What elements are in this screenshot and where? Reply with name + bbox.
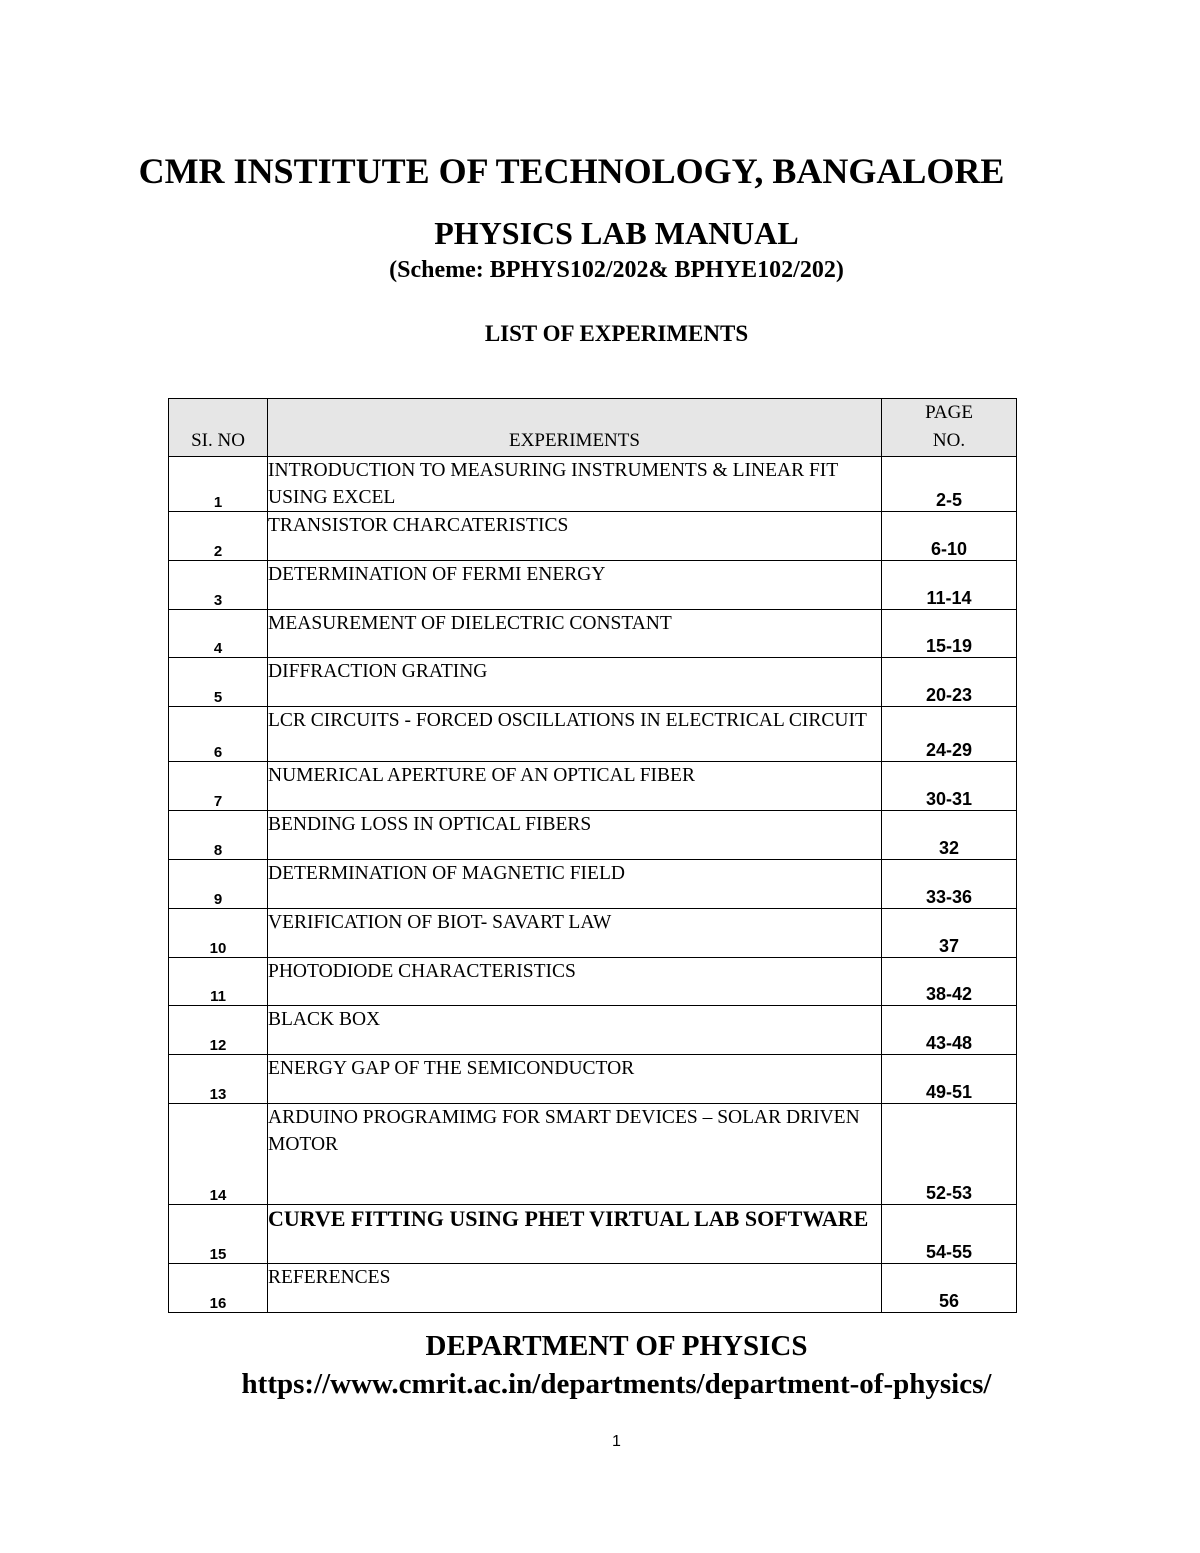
experiment-title: DETERMINATION OF MAGNETIC FIELD [268,860,882,909]
serial-number: 15 [169,1205,268,1264]
table-row [169,561,1017,610]
page-range: 38-42 [882,958,1017,1006]
page-range: 24-29 [882,707,1017,762]
experiment-title: DETERMINATION OF FERMI ENERGY [268,561,882,610]
table-header-row [169,399,1017,457]
table-row [169,457,1017,512]
serial-number: 13 [169,1055,268,1104]
page-range: 56 [882,1264,1017,1313]
page-range: 11-14 [882,561,1017,610]
page-range: 52-53 [882,1104,1017,1205]
column-header-page-no [882,399,1017,457]
experiment-title: PHOTODIODE CHARACTERISTICS [268,958,882,1006]
list-title: LIST OF EXPERIMENTS [484,321,749,346]
experiment-title: VERIFICATION OF BIOT- SAVART LAW [268,909,882,958]
experiment-title: MEASUREMENT OF DIELECTRIC CONSTANT [268,610,882,658]
experiment-title: CURVE FITTING USING PHET VIRTUAL LAB SOFTWARE [268,1205,882,1264]
experiment-title: BENDING LOSS IN OPTICAL FIBERS [268,811,882,860]
serial-number: 9 [169,860,268,909]
serial-number: 10 [169,909,268,958]
serial-number: 2 [169,512,268,561]
column-header-page: PAGE [925,402,973,423]
table-row [169,658,1017,707]
experiment-title: TRANSISTOR CHARCATERISTICS [268,512,882,561]
table-row [169,512,1017,561]
experiment-title: NUMERICAL APERTURE OF AN OPTICAL FIBER [268,762,882,811]
serial-number: 3 [169,561,268,610]
page-range: 20-23 [882,658,1017,707]
serial-number: 8 [169,811,268,860]
page-range: 37 [882,909,1017,958]
department-url: https://www.cmrit.ac.in/departments/department-of-physics/ [241,1368,992,1400]
page-range: 33-36 [882,860,1017,909]
experiment-title: DIFFRACTION GRATING [268,658,882,707]
table-row [169,958,1017,1006]
serial-number: 12 [169,1006,268,1055]
serial-number: 11 [169,958,268,1006]
page-range: 43-48 [882,1006,1017,1055]
table-row [169,1205,1017,1264]
page-range: 6-10 [882,512,1017,561]
manual-title: PHYSICS LAB MANUAL [434,215,799,251]
experiments-table [168,398,1017,1313]
page-range: 49-51 [882,1055,1017,1104]
institute-name: CMR INSTITUTE OF TECHNOLOGY, BANGALORE [138,151,1005,191]
serial-number: 7 [169,762,268,811]
experiment-title: ARDUINO PROGRAMIMG FOR SMART DEVICES – SOLAR DRIVEN MOTOR [268,1104,882,1205]
page-range: 54-55 [882,1205,1017,1264]
serial-number: 4 [169,610,268,658]
experiment-title: INTRODUCTION TO MEASURING INSTRUMENTS & LINEAR FIT USING EXCEL [268,457,882,512]
column-header-experiments: EXPERIMENTS [268,399,882,457]
serial-number: 6 [169,707,268,762]
department-name: DEPARTMENT OF PHYSICS [425,1330,808,1362]
experiment-title: ENERGY GAP OF THE SEMICONDUCTOR [268,1055,882,1104]
table-row [169,762,1017,811]
serial-number: 14 [169,1104,268,1205]
experiment-title: BLACK BOX [268,1006,882,1055]
table-row [169,707,1017,762]
table-row [169,1055,1017,1104]
page-range: 15-19 [882,610,1017,658]
serial-number: 5 [169,658,268,707]
column-header-sl-no: SI. NO [169,399,268,457]
page-range: 2-5 [882,457,1017,512]
experiment-title: LCR CIRCUITS - FORCED OSCILLATIONS IN ELECTRICAL CIRCUIT [268,707,882,762]
table-row [169,1104,1017,1205]
page-range: 32 [882,811,1017,860]
table-row [169,1006,1017,1055]
table-row [169,909,1017,958]
page-range: 30-31 [882,762,1017,811]
scheme-line: (Scheme: BPHYS102/202& BPHYE102/202) [389,257,844,283]
table-row [169,860,1017,909]
column-header-no: NO. [932,430,966,451]
experiment-title: REFERENCES [268,1264,882,1313]
serial-number: 16 [169,1264,268,1313]
serial-number: 1 [169,457,268,512]
page-number: 1 [612,1433,621,1450]
table-row [169,610,1017,658]
table-row [169,811,1017,860]
table-row [169,1264,1017,1313]
